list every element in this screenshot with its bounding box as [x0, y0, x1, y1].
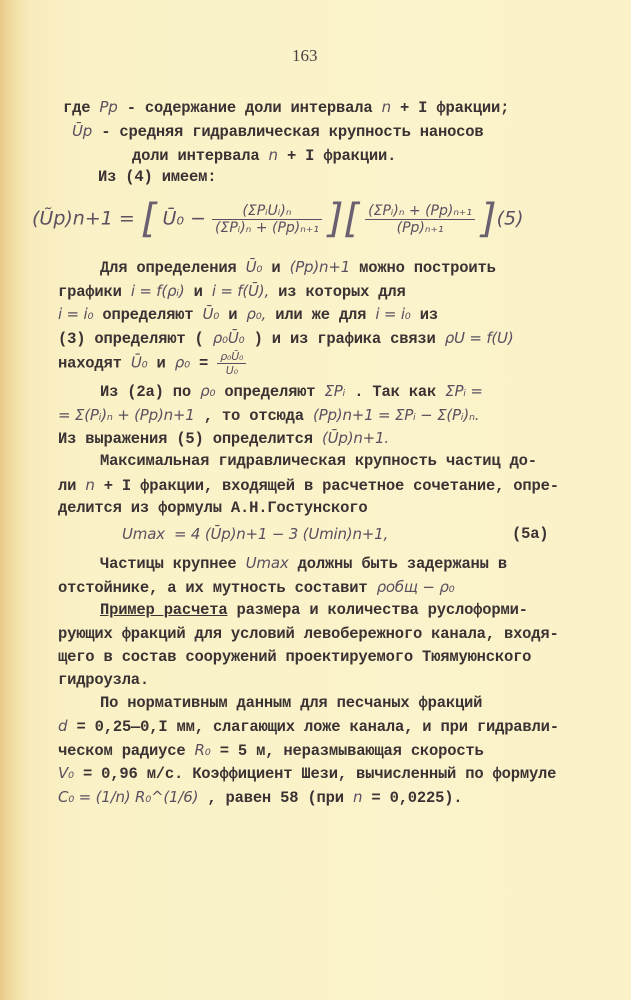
text: и	[156, 354, 166, 373]
from-eq4-line: Из (4) имеем:	[98, 168, 217, 186]
text: ли	[58, 477, 77, 495]
text: и	[228, 306, 238, 324]
definition-line-1	[63, 98, 509, 117]
math-symbol: ΣPᵢ	[324, 382, 346, 400]
para3-line-2	[58, 476, 559, 495]
eq5-u0: Ū₀ −	[162, 207, 206, 230]
para5-line-1	[100, 601, 528, 619]
text: можно построить	[359, 259, 496, 277]
math-symbol: ρ₀	[200, 382, 216, 400]
para4-line-1	[100, 554, 507, 573]
math-symbol: Umax	[245, 554, 289, 572]
text: отстойнике, а их мутность составит	[58, 579, 368, 597]
text: Для определения	[100, 259, 237, 277]
text: Из (2а) по	[100, 383, 192, 401]
para1-line-3	[58, 305, 438, 324]
denominator: (ΣPᵢ)ₙ + (Pp)ₙ₊₁	[215, 219, 319, 236]
fraction	[217, 350, 246, 377]
text: или же для	[275, 306, 367, 324]
text: = 5 м, неразмывающая скорость	[219, 742, 484, 760]
equation-5a-label: (5а)	[512, 525, 549, 543]
para1-line-4	[58, 329, 514, 348]
math-symbol: Ū₀	[130, 353, 148, 372]
page-number: 163	[292, 46, 318, 65]
text: и	[271, 259, 281, 277]
math-symbol: i = f(Ū),	[211, 282, 270, 300]
para6-line-4	[58, 764, 556, 783]
math-symbol: Ūp	[72, 122, 93, 140]
underlined-heading: Пример расчета	[100, 601, 228, 619]
text: доли интервала	[132, 147, 260, 165]
math-symbol: ρ₀	[174, 353, 190, 372]
math-symbol: ρ₀Ū₀	[212, 329, 245, 347]
numerator: ρ₀Ū₀	[217, 350, 246, 364]
text: размера и количества руслоформи-	[236, 601, 528, 619]
text: ) и из графика связи	[253, 330, 436, 348]
eq5-fraction-1	[212, 203, 322, 236]
text: + I фракции;	[399, 99, 510, 117]
math-symbol: d	[58, 717, 68, 735]
math-symbol: (Pp)n+1	[289, 258, 351, 276]
math-symbol: = 4 (Ūp)n+1 − 3 (Umin)n+1,	[173, 525, 389, 543]
text: + I фракции, входящей в расчетное сочетание, опре-	[103, 477, 559, 495]
math-symbol: ρобщ − ρ₀	[376, 578, 455, 596]
para2-line-1	[100, 382, 483, 401]
math-symbol: C₀ = (1/n) R₀^(1/6)	[58, 788, 199, 806]
text: из	[419, 306, 438, 324]
eq5-equals: =	[118, 207, 135, 230]
right-bracket: ]	[480, 196, 497, 242]
denominator: U₀	[225, 364, 238, 377]
equation-5a	[122, 525, 388, 544]
text: - средняя гидравлическая крупность наносов	[101, 123, 484, 141]
left-bracket: [	[140, 196, 157, 242]
text: где	[63, 99, 91, 117]
para2-line-2	[58, 406, 479, 425]
numerator: (ΣPᵢUᵢ)ₙ	[212, 203, 322, 220]
text: Частицы крупнее	[100, 555, 237, 573]
math-symbol: i = f(ρᵢ)	[130, 282, 185, 300]
text: ческом радиусе	[58, 742, 186, 760]
math-symbol: Pp	[99, 98, 118, 116]
text: = 0,96 м/с. Коэффициент Шези, вычисленный по формуле	[82, 765, 557, 783]
para6-line-1: По нормативным данным для песчаных фракций	[100, 694, 483, 712]
para6-line-2	[58, 717, 559, 736]
definition-line-3	[132, 146, 396, 165]
text: , то отсюда	[203, 407, 304, 425]
math-symbol: Ū₀	[245, 258, 263, 276]
para2-line-3	[58, 429, 389, 448]
text: и	[193, 283, 203, 301]
math-symbol: i = i₀	[375, 305, 411, 323]
text: из которых для	[278, 283, 406, 301]
para4-line-2	[58, 578, 454, 597]
math-symbol: ρ₀,	[246, 305, 267, 323]
equation-label: (5)	[496, 207, 524, 230]
text: = 0,25—0,I мм, слагающих ложе канала, и при гидравли-	[76, 718, 559, 736]
math-symbol: = Σ(Pᵢ)ₙ + (Pp)n+1	[58, 406, 195, 424]
math-symbol: n	[85, 476, 95, 494]
math-symbol: R₀	[194, 741, 211, 759]
text: - содержание доли интервала	[126, 99, 373, 117]
math-symbol: V₀	[58, 764, 74, 782]
math-symbol: (Pp)n+1 = ΣPᵢ − Σ(Pᵢ)ₙ.	[312, 406, 480, 424]
math-symbol: (Ūp)n+1.	[321, 429, 389, 447]
math-symbol: n	[352, 788, 363, 806]
eq5-lhs: (Ũp)n+1	[32, 207, 113, 230]
text: находят	[58, 354, 122, 373]
text: + I фракции.	[286, 147, 397, 165]
para6-line-3	[58, 741, 484, 760]
text: (3) определяют (	[58, 330, 204, 348]
text: = 0,0225).	[371, 789, 463, 807]
eq5-fraction-2	[365, 203, 475, 236]
para5-line-4: гидроузла.	[58, 671, 150, 689]
math-symbol: ΣPᵢ =	[445, 382, 483, 400]
denominator: (Pp)ₙ₊₁	[396, 219, 444, 236]
para1-line-1	[100, 258, 496, 277]
para6-line-5	[58, 788, 462, 807]
text: =	[199, 354, 209, 373]
text: должны быть задержаны в	[297, 555, 507, 573]
math-symbol: n	[268, 146, 278, 164]
para3-line-3: делится из формулы А.Н.Гостунского	[58, 499, 368, 517]
text: . Так как	[354, 383, 437, 401]
right-bracket: ]	[327, 196, 344, 242]
math-symbol: i = i₀	[58, 305, 94, 323]
text: графики	[58, 283, 122, 301]
para5-line-3: щего в состав сооружений проектируемого Тюямуюнского	[58, 648, 532, 666]
para1-line-5	[58, 350, 246, 377]
para1-line-2	[58, 282, 406, 301]
text: Из выражения (5) определится	[58, 430, 313, 448]
math-symbol: Ū₀	[202, 305, 220, 323]
equation-5	[32, 196, 524, 242]
para3-line-1: Максимальная гидравлическая крупность частиц до-	[100, 452, 537, 470]
left-bracket: [	[343, 196, 360, 242]
math-symbol: ρU = f(U)	[444, 329, 514, 347]
text: определяют	[224, 383, 316, 401]
numerator: (ΣPᵢ)ₙ + (Pp)ₙ₊₁	[365, 203, 475, 220]
definition-line-2	[72, 122, 483, 141]
text: , равен 58 (при	[207, 789, 344, 807]
math-symbol: n	[381, 98, 391, 116]
para5-line-2: рующих фракций для условий левобережного канала, входя-	[58, 625, 559, 643]
math-symbol: Umax	[122, 525, 165, 543]
text: определяют	[102, 306, 194, 324]
